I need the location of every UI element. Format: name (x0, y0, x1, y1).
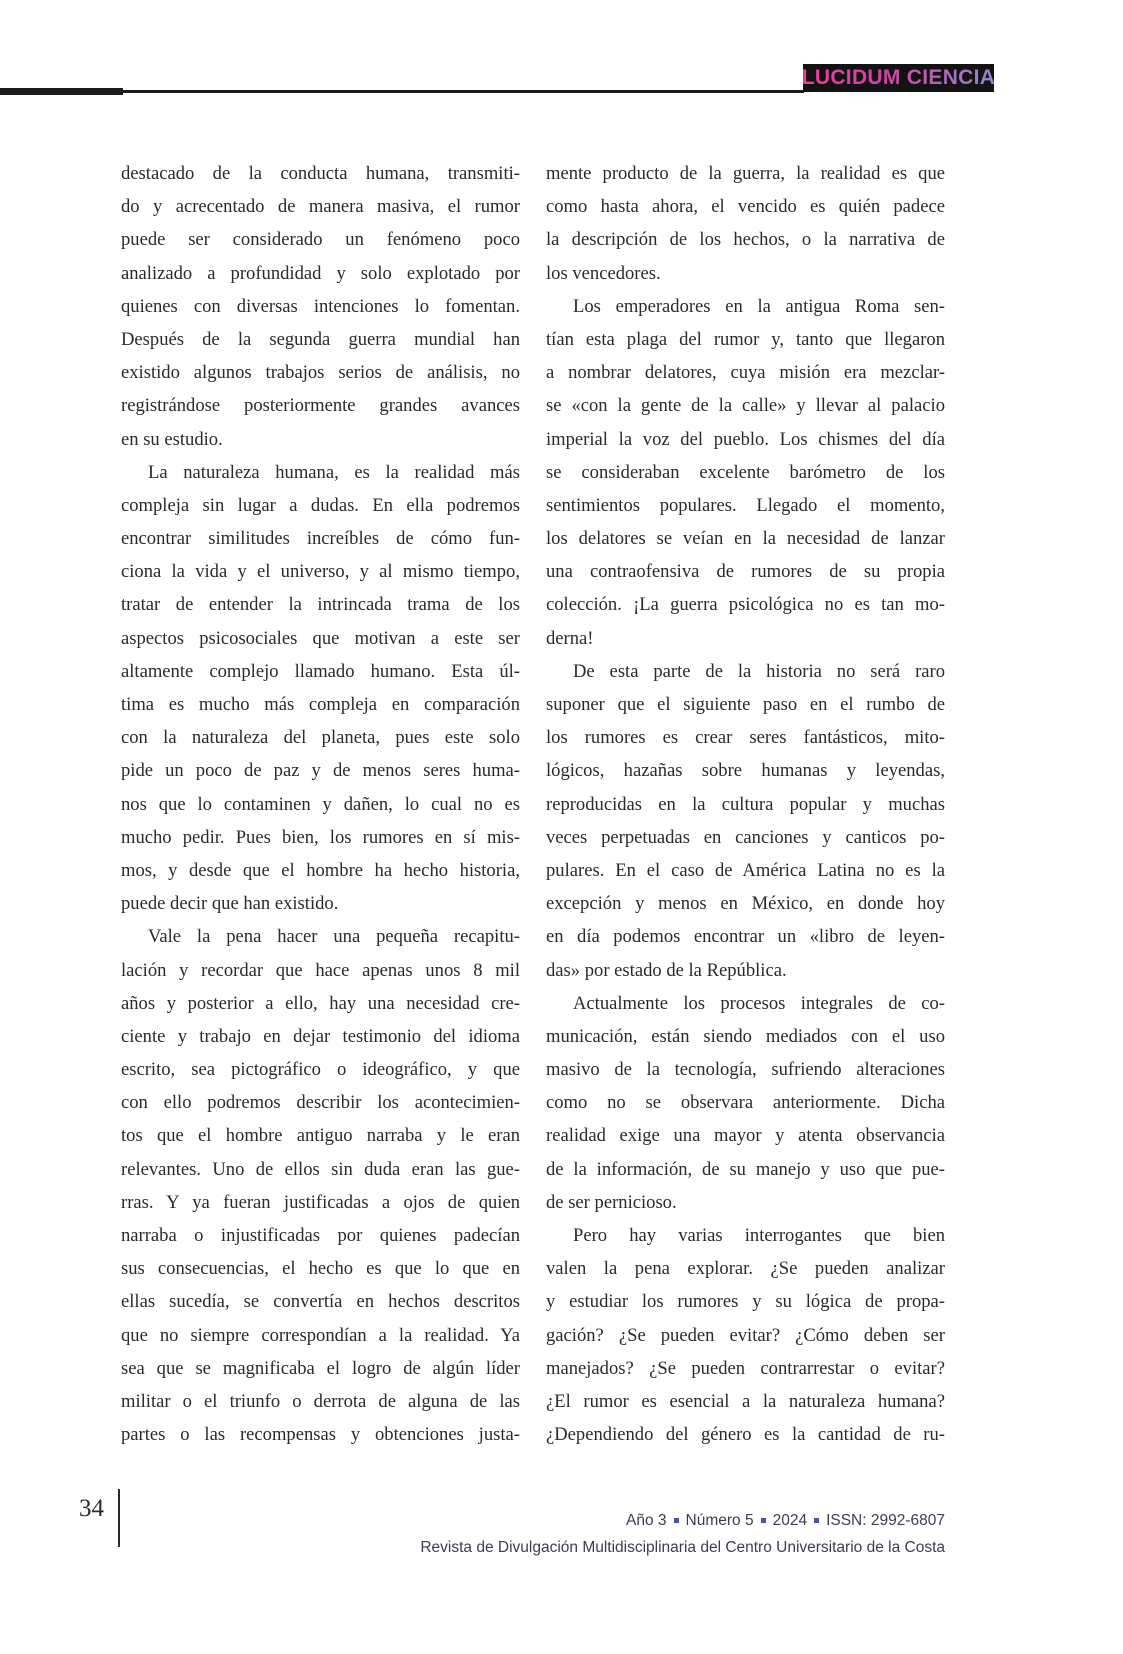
text-line: ciente y trabajo en dejar testimonio del idioma (121, 1025, 520, 1047)
text-line: partes o las recompensas y obtenciones justa- (121, 1424, 520, 1446)
text-line: lación y recordar que hace apenas unos 8 mil (121, 959, 520, 981)
text-line: ellas sucedía, se convertía en hechos descritos (121, 1291, 520, 1313)
text-line: Vale la pena hacer una pequeña recapitu- (148, 926, 520, 948)
text-line: nos que lo contaminen y dañen, lo cual no es (121, 793, 520, 815)
text-line: los rumores es crear seres fantásticos, mito- (546, 727, 945, 749)
journal-brand-badge (803, 64, 994, 92)
text-line: excepción y menos en México, en donde hoy (546, 893, 945, 915)
text-line: en día podemos encontrar un «libro de leyen- (546, 926, 945, 948)
text-line: pulares. En el caso de América Latina no es la (546, 859, 945, 881)
text-line: destacado de la conducta humana, transmiti- (121, 163, 520, 184)
text-line: los vencedores. (546, 262, 661, 284)
text-column-left (121, 157, 520, 1451)
text-line: das» por estado de la República. (546, 959, 787, 981)
text-line: quienes con diversas intenciones lo fomentan. (121, 295, 520, 317)
text-line: mucho pedir. Pues bien, los rumores en sí mis- (121, 826, 520, 848)
text-line: los delatores se veían en la necesidad de lanzar (546, 528, 945, 550)
text-line: que no siempre correspondían a la realidad. Ya (121, 1324, 520, 1346)
text-line: ciona la vida y el universo, y al mismo tiempo, (121, 561, 520, 583)
text-line: gación? ¿Se pueden evitar? ¿Cómo deben ser (546, 1324, 945, 1346)
text-line: lógicos, hazañas sobre humanas y leyendas, (546, 760, 945, 782)
text-line: sus consecuencias, el hecho es que lo que en (121, 1258, 520, 1280)
text-line: mos, y desde que el hombre ha hecho historia, (121, 859, 520, 881)
text-line: La naturaleza humana, es la realidad más (148, 461, 520, 483)
text-line: como hasta ahora, el vencido es quién padece (546, 196, 945, 218)
text-line: puede ser considerado un fenómeno poco (121, 229, 520, 251)
text-line: y estudiar los rumores y su lógica de propa- (546, 1291, 945, 1313)
paragraph (121, 920, 520, 1451)
text-line: aspectos psicosociales que motivan a este ser (121, 627, 520, 649)
paragraph (546, 290, 945, 655)
text-line: en su estudio. (121, 428, 223, 450)
text-column-right (546, 157, 945, 1451)
text-line: ¿El rumor es esencial a la naturaleza humana? (546, 1390, 945, 1412)
meta-item-year: Año 3 (626, 1512, 667, 1529)
meta-item-number: Número 5 (685, 1512, 754, 1529)
text-line: Los emperadores en la antigua Roma sen- (573, 295, 945, 317)
meta-item-issn: ISSN: 2992-6807 (826, 1512, 945, 1529)
text-line: Actualmente los procesos integrales de co- (573, 992, 945, 1014)
paragraph (121, 456, 520, 921)
text-line: manejados? ¿Se pueden contrarrestar o evitar? (546, 1357, 945, 1379)
square-bullet-icon (674, 1518, 679, 1523)
text-line: tos que el hombre antiguo narraba y le eran (121, 1125, 520, 1147)
text-line: se «con la gente de la calle» y llevar al palacio (546, 395, 945, 417)
text-line: valen la pena explorar. ¿Se pueden analizar (546, 1258, 945, 1280)
text-line: años y posterior a ello, hay una necesidad cre- (121, 992, 520, 1014)
text-line: la descripción de los hechos, o la narrativa de (546, 229, 945, 251)
journal-name: Revista de Divulgación Multidisciplinaria del Centro Universitario de la Costa (420, 1539, 945, 1556)
text-line: narraba o injustificadas por quienes padecían (121, 1225, 520, 1246)
text-line: rras. Y ya fueran justificadas a ojos de quien (121, 1191, 520, 1213)
text-line: do y acrecentado de manera masiva, el rumor (121, 196, 520, 218)
text-line: encontrar similitudes increíbles de cómo fun- (121, 528, 520, 550)
text-line: mente producto de la guerra, la realidad es que (546, 163, 945, 184)
text-line: derna! (546, 627, 594, 649)
text-line: escrito, sea pictográfico o ideográfico, y que (121, 1059, 520, 1081)
text-line: tratar de entender la intrincada trama de los (121, 594, 520, 616)
text-line: puede decir que han existido. (121, 893, 339, 915)
text-line: tían esta plaga del rumor y, tanto que llegaron (546, 328, 945, 350)
text-line: militar o el triunfo o derrota de alguna de las (121, 1390, 520, 1412)
text-line: suponer que el siguiente paso en el rumbo de (546, 694, 945, 715)
text-line: Después de la segunda guerra mundial han (121, 328, 520, 350)
text-line: altamente complejo llamado humano. Esta úl- (121, 660, 520, 682)
paragraph (546, 157, 945, 290)
article-body (121, 157, 945, 1451)
text-line: como no se observara anteriormente. Dicha (546, 1092, 945, 1114)
text-line: pide un poco de paz y de menos seres huma- (121, 760, 520, 782)
text-line: veces perpetuadas en canciones y canticos po- (546, 826, 945, 848)
header-rule-thin (123, 90, 804, 93)
square-bullet-icon (761, 1518, 766, 1523)
paragraph (546, 1219, 945, 1451)
journal-brand-title: LUCIDUM CIENCIA (801, 66, 996, 89)
paragraph (121, 157, 520, 456)
paragraph (546, 987, 945, 1219)
paragraph (546, 655, 945, 987)
text-line: De esta parte de la historia no será raro (573, 660, 945, 682)
footer-divider (118, 1489, 120, 1547)
footer-meta (420, 1507, 945, 1561)
text-line: realidad exige una mayor y atenta observancia (546, 1125, 945, 1147)
text-line: existido algunos trabajos serios de análisis, no (121, 362, 520, 384)
text-line: de la información, de su manejo y uso que pue- (546, 1158, 945, 1180)
text-line: municación, están siendo mediados con el uso (546, 1025, 945, 1047)
text-line: Pero hay varias interrogantes que bien (573, 1225, 945, 1246)
text-line: a nombrar delatores, cuya misión era mezclar- (546, 362, 945, 384)
text-line: se consideraban excelente barómetro de los (546, 461, 945, 483)
footer-issue-line (420, 1507, 945, 1534)
text-line: colección. ¡La guerra psicológica no es tan mo- (546, 594, 945, 616)
text-line: una contraofensiva de rumores de su propia (546, 561, 945, 583)
text-line: con ello podremos describir los acontecimien- (121, 1092, 520, 1114)
text-line: ¿Dependiendo del género es la cantidad de ru- (546, 1424, 945, 1446)
meta-item-date: 2024 (772, 1512, 808, 1529)
text-line: analizado a profundidad y solo explotado por (121, 262, 520, 284)
text-line: sea que se magnificaba el logro de algún líder (121, 1357, 520, 1379)
text-line: masivo de la tecnología, sufriendo alteraciones (546, 1059, 945, 1081)
page-number: 34 (79, 1495, 104, 1522)
text-line: sentimientos populares. Llegado el momento, (546, 494, 945, 516)
text-line: de ser pernicioso. (546, 1191, 677, 1213)
text-line: compleja sin lugar a dudas. En ella podremos (121, 494, 520, 516)
text-line: tima es mucho más compleja en comparación (121, 694, 520, 715)
text-line: con la naturaleza del planeta, pues este solo (121, 727, 520, 749)
text-line: registrándose posteriormente grandes avances (121, 395, 520, 417)
text-line: reproducidas en la cultura popular y muchas (546, 793, 945, 815)
text-line: relevantes. Uno de ellos sin duda eran las gue- (121, 1158, 520, 1180)
square-bullet-icon (814, 1518, 819, 1523)
header-rule-thick (0, 88, 123, 95)
text-line: imperial la voz del pueblo. Los chismes del día (546, 428, 945, 450)
